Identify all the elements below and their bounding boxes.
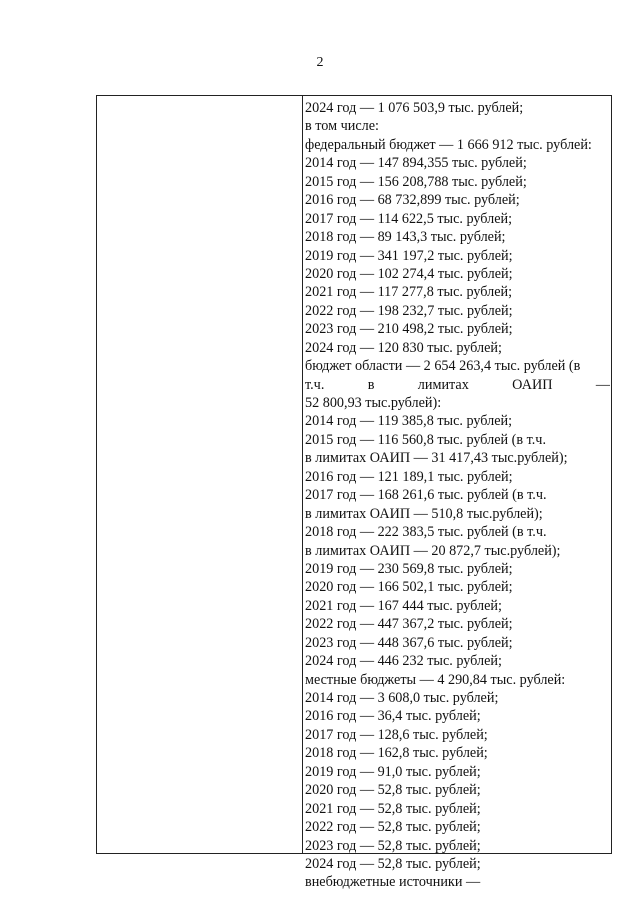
funding-line: федеральный бюджет — 1 666 912 тыс. рублей: <box>305 136 592 153</box>
funding-line: 2024 год — 446 232 тыс. рублей; <box>305 653 502 670</box>
funding-line: 2017 год — 114 622,5 тыс. рублей; <box>305 210 513 227</box>
funding-line: бюджет области — 2 654 263,4 тыс. рублей (в <box>305 358 581 375</box>
funding-line: 2015 год — 156 208,788 тыс. рублей; <box>305 173 527 190</box>
funding-line: 2014 год — 3 608,0 тыс. рублей; <box>305 690 499 706</box>
funding-line: в лимитах ОАИП — 20 872,7 тыс.рублей); <box>305 542 561 559</box>
funding-line: 2023 год — 448 367,6 тыс. рублей; <box>305 634 513 651</box>
funding-line: местные бюджеты — 4 290,84 тыс. рублей: <box>305 671 566 688</box>
funding-line: 2015 год — 116 560,8 тыс. рублей (в т.ч. <box>305 431 546 448</box>
funding-line: 2023 год — 52,8 тыс. рублей; <box>305 837 481 854</box>
funding-line: 2021 год — 117 277,8 тыс. рублей; <box>305 284 513 301</box>
justified-word: лимитах <box>417 376 469 393</box>
funding-line: 2024 год — 120 830 тыс. рублей; <box>305 339 502 356</box>
funding-line: 52 800,93 тыс.рублей): <box>305 395 442 411</box>
funding-line: 2024 год — 1 076 503,9 тыс. рублей; <box>305 100 524 116</box>
funding-line: 2020 год — 166 502,1 тыс. рублей; <box>305 579 513 596</box>
funding-line: 2020 год — 102 274,4 тыс. рублей; <box>305 265 513 282</box>
funding-line: 2021 год — 52,8 тыс. рублей; <box>305 800 481 817</box>
page-number: 2 <box>316 55 324 70</box>
funding-line: 2022 год — 52,8 тыс. рублей; <box>305 819 481 836</box>
funding-line: 2016 год — 36,4 тыс. рублей; <box>305 708 481 725</box>
justified-word: ОАИП <box>512 376 553 393</box>
funding-line: 2021 год — 167 444 тыс. рублей; <box>305 597 502 614</box>
funding-line: 2018 год — 162,8 тыс. рублей; <box>305 745 488 762</box>
funding-line: 2016 год — 68 732,899 тыс. рублей; <box>305 192 520 209</box>
funding-line: внебюджетные источники — <box>305 874 481 891</box>
funding-line: 2016 год — 121 189,1 тыс. рублей; <box>305 468 513 485</box>
funding-line: 2019 год — 230 569,8 тыс. рублей; <box>305 560 513 577</box>
funding-line: 2019 год — 91,0 тыс. рублей; <box>305 763 481 780</box>
funding-line: 2019 год — 341 197,2 тыс. рублей; <box>305 247 513 264</box>
justified-word: т.ч. <box>305 376 325 393</box>
funding-line: 2022 год — 198 232,7 тыс. рублей; <box>305 302 513 319</box>
funding-line: 2014 год — 119 385,8 тыс. рублей; <box>305 413 513 430</box>
funding-line: 2018 год — 89 143,3 тыс. рублей; <box>305 229 506 246</box>
funding-line: 2017 год — 128,6 тыс. рублей; <box>305 726 488 743</box>
funding-line: 2020 год — 52,8 тыс. рублей; <box>305 782 481 799</box>
funding-line: 2017 год — 168 261,6 тыс. рублей (в т.ч. <box>305 487 547 504</box>
funding-line-justified <box>305 376 610 394</box>
funding-line: в лимитах ОАИП — 31 417,43 тыс.рублей); <box>305 450 568 467</box>
funding-line: 2014 год — 147 894,355 тыс. рублей; <box>305 155 527 172</box>
justified-word: — <box>595 376 610 393</box>
funding-line: в том числе: <box>305 118 379 135</box>
table-left-cell <box>97 96 302 853</box>
funding-table <box>96 95 612 891</box>
funding-line: 2018 год — 222 383,5 тыс. рублей (в т.ч. <box>305 524 547 541</box>
funding-line: в лимитах ОАИП — 510,8 тыс.рублей); <box>305 505 543 522</box>
justified-word: в <box>367 376 375 393</box>
column-divider <box>302 96 303 853</box>
funding-line: 2024 год — 52,8 тыс. рублей; <box>305 855 481 872</box>
funding-line: 2022 год — 447 367,2 тыс. рублей; <box>305 616 513 633</box>
table-right-cell <box>305 99 610 892</box>
funding-line: 2023 год — 210 498,2 тыс. рублей; <box>305 321 513 338</box>
